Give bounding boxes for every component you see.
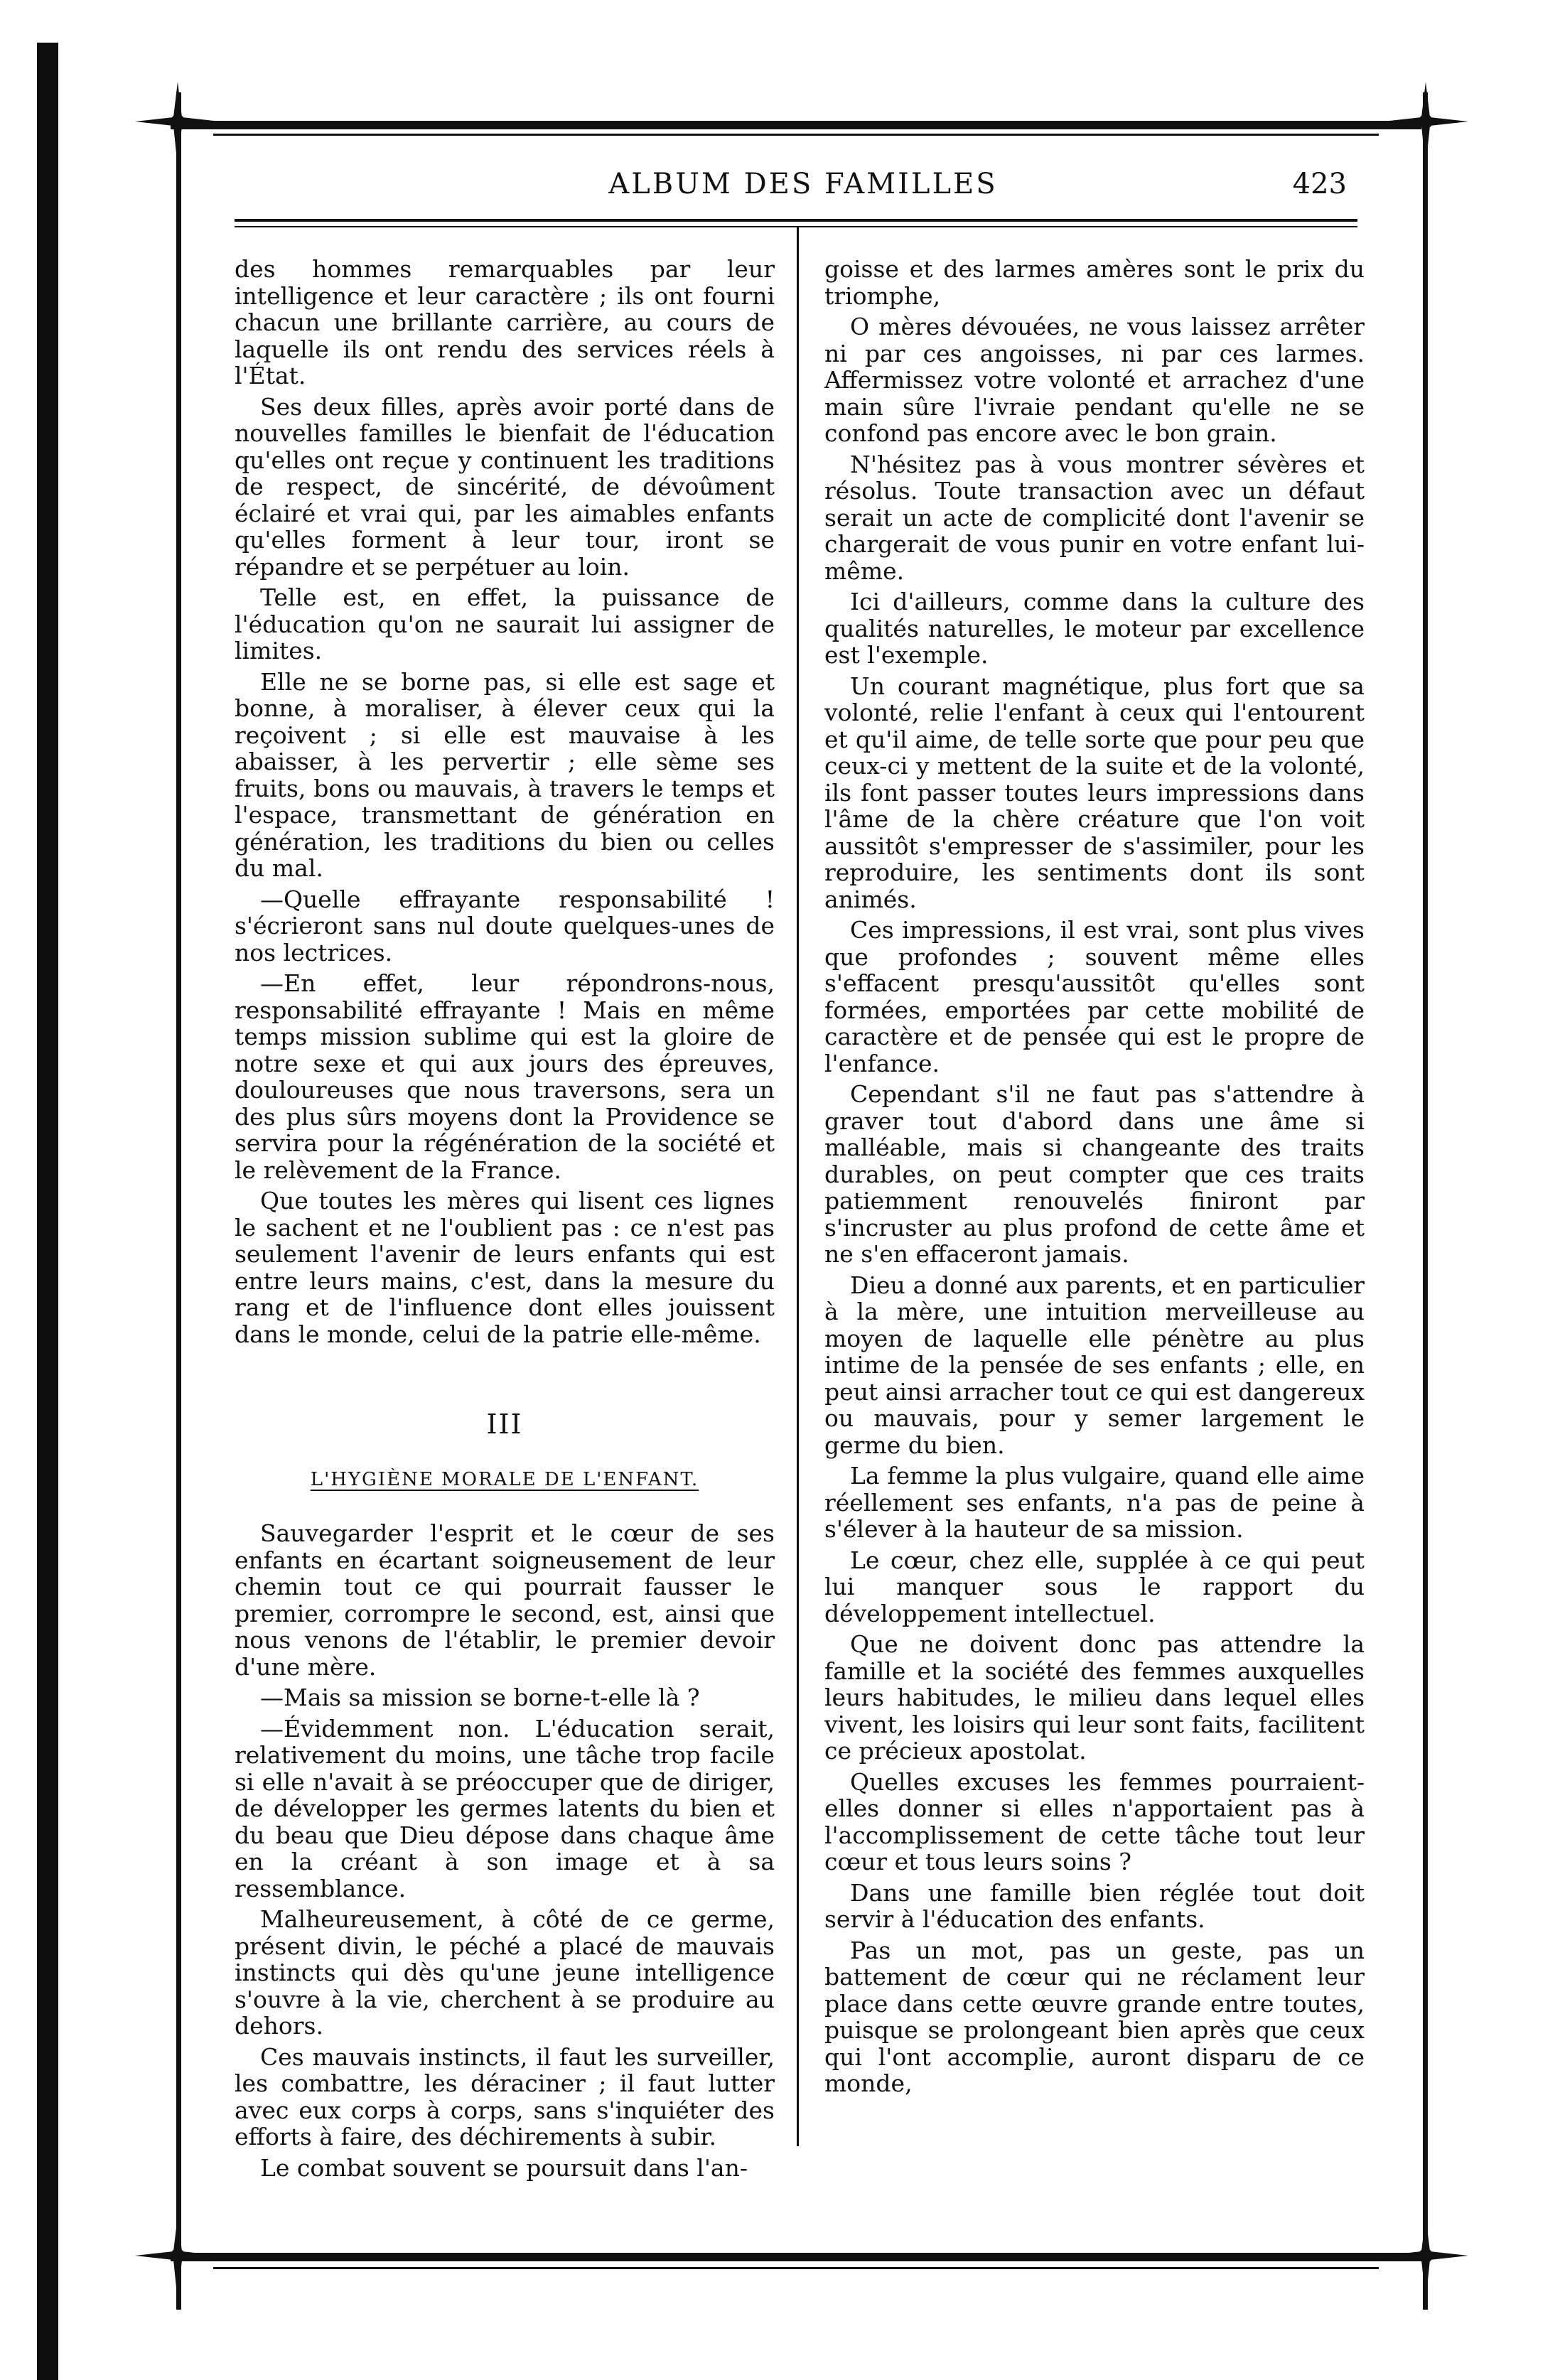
paragraph: Ces impressions, il est vrai, sont plus vives que profondes ; souvent même elles s'effacent presqu'aussitôt qu'elles sont formées, emportées par cette mobilité de caractère et de pensée qui est le propre de l'enfance. [824, 916, 1365, 1077]
paragraph: Que ne doivent donc pas attendre la famille et la société des femmes auxquelles leurs habitudes, le milieu dans lequel elles vivent, les loisirs qui leur sont faits, facilitent ce précieux apostolat. [824, 1630, 1365, 1765]
frame-bottom-rule [171, 2253, 1421, 2261]
paragraph: —Mais sa mission se borne-t-elle là ? [260, 1684, 700, 1711]
paragraph: Quelles excuses les femmes pourraient-elles donner si elles n'apportaient pas à l'accomplissement de cette tâche tout leur cœur et tous leurs soins ? [824, 1767, 1365, 1875]
header-rule [235, 219, 1357, 222]
section-number: III [486, 1409, 523, 1440]
running-head: ALBUM DES FAMILLES [608, 168, 998, 200]
paragraph: Malheureusement, à côté de ce germe, présent divin, le péché a placé de mauvais instincts qui dès qu'une jeune intelligence s'ouvre à la vie, cherchent à se produire au dehors. [235, 1905, 775, 2040]
corner-ornament-top-right [1383, 82, 1468, 167]
paragraph: Dans une famille bien réglée tout doit servir à l'éducation des enfants. [824, 1878, 1365, 1933]
paragraph: Ces mauvais instincts, il faut les surveiller, les combattre, les déraciner ; il faut lutter avec eux corps à corps, sans s'inquiéter des efforts à faire, des déchirements à subir. [235, 2042, 775, 2150]
frame-top-rule [171, 121, 1421, 129]
corner-ornament-bottom-left [135, 2216, 220, 2301]
paragraph: goisse et des larmes amères sont le prix du triomphe, [824, 255, 1365, 310]
paragraph: La femme la plus vulgaire, quand elle aime réellement ses enfants, n'a pas de peine à s'élever à la hauteur de sa mission. [824, 1462, 1365, 1543]
paragraph: Telle est, en effet, la puissance de l'éducation qu'on ne saurait lui assigner de limites. [235, 583, 775, 664]
page-number: 423 [1292, 168, 1347, 200]
paragraph: N'hésitez pas à vous montrer sévères et résolus. Toute transaction avec un défaut serait un acte de complicité dont l'avenir se chargerait de vous punir en votre enfant lui-même. [824, 450, 1365, 585]
paragraph: Le cœur, chez elle, supplée à ce qui peut lui manquer sous le rapport du développement intellectuel. [824, 1546, 1365, 1627]
paragraph: Elle ne se borne pas, si elle est sage et bonne, à moraliser, à élever ceux qui la reçoivent ; si elle est mauvaise à les abaisser, à les pervertir ; elle sème ses fruits, bons ou mauvais, à travers le temps et l'espace, transmettant de génération en génération, les traditions du bien ou celles du mal. [235, 667, 775, 882]
paragraph: Le combat souvent se poursuit dans l'an- [260, 2153, 748, 2182]
paragraph: —Évidemment non. L'éducation serait, relativement du moins, une tâche trop facile si elle n'avait à se préoccuper que de diriger, de développer les germes latents du bien et du beau que Dieu dépose dans chaque âme en la créant à son image et à sa ressemblance. [235, 1714, 775, 1902]
frame-right-rule [1423, 92, 1428, 2310]
right-column [824, 256, 1365, 2101]
header-rule-thin [235, 226, 1357, 227]
paragraph: —Quelle effrayante responsabilité ! s'écrieront sans nul doute quelques-unes de nos lectrices. [235, 885, 775, 966]
paragraph: Sauvegarder l'esprit et le cœur de ses enfants en écartant soigneusement de leur chemin tout ce qui pourrait fausser le premier, corrompre le second, est, ainsi que nous venons de l'établir, le premier devoir d'une mère. [235, 1519, 775, 1681]
paragraph: Cependant s'il ne faut pas s'attendre à graver tout d'abord dans une âme si malléable, mais si changeante des traits durables, on peut compter que ces traits patiemment renouvelés finiront par s'incruster au plus profond de cette âme et ne s'en effaceront jamais. [824, 1080, 1365, 1268]
paragraph: Ici d'ailleurs, comme dans la culture des qualités naturelles, le moteur par excellence est l'exemple. [824, 588, 1365, 669]
left-column [235, 256, 775, 2185]
page-binding-edge [37, 43, 58, 2380]
paragraph: Pas un mot, pas un geste, pas un battement de cœur qui ne réclament leur place dans cette œuvre grande entre toutes, puisque se prolongeant bien après que ceux qui l'ont accomplie, auront disparu de ce monde, [824, 1936, 1365, 2097]
column-divider [797, 227, 799, 2146]
paragraph: —En effet, leur répondrons-nous, responsabilité effrayante ! Mais en même temps mission sublime qui est la gloire de notre sexe et qui aux jours des épreuves, douloureuses que nous traversons, sera un des plus sûrs moyens dont la Providence se servira pour la régénération de la société et le relèvement de la France. [235, 969, 775, 1184]
section-title: L'HYGIÈNE MORALE DE L'ENFANT. [310, 1468, 699, 1490]
paragraph: des hommes remarquables par leur intelligence et leur caractère ; ils ont fourni chacun une brillante carrière, au cours de laquelle ils ont rendu des services réels à l'État. [235, 255, 775, 389]
paragraph: Que toutes les mères qui lisent ces lignes le sachent et ne l'oublient pas : ce n'est pas seulement l'avenir de leurs enfants qui est entre leurs mains, c'est, dans la mesure du rang et de l'influence dont elles jouissent dans le monde, celui de la patrie elle-même. [235, 1187, 775, 1348]
frame-left-rule [176, 92, 181, 2310]
paragraph: Dieu a donné aux parents, et en particulier à la mère, une intuition merveilleuse au moyen de laquelle elle pénètre au plus intime de la pensée de ses enfants ; elle, en peut ainsi arracher tout ce qui est dangereux ou mauvais, pour y semer largement le germe du bien. [824, 1271, 1365, 1459]
corner-ornament-bottom-right [1383, 2216, 1468, 2301]
paragraph: O mères dévouées, ne vous laissez arrêter ni par ces angoisses, ni par ces larmes. Affermissez votre volonté et arrachez d'une main sûre l'ivraie pendant qu'elle ne se confond pas encore avec le bon grain. [824, 313, 1365, 447]
corner-ornament-top-left [135, 82, 220, 167]
paragraph: Un courant magnétique, plus fort que sa volonté, relie l'enfant à ceux qui l'entourent et qu'il aime, de telle sorte que pour peu que ceux-ci y mettent de la suite et de la volonté, ils font passer toutes leurs impressions dans l'âme de la chère créature que l'on voit aussitôt s'empresser de s'assimiler, pour les reproduire, les sentiments dont ils sont animés. [824, 672, 1365, 913]
frame-top-thin-rule [213, 134, 1379, 136]
paragraph: Ses deux filles, après avoir porté dans de nouvelles familles le bienfait de l'éducation qu'elles ont reçue y continuent les traditions de respect, de sincérité, de dévoûment éclairé et vrai qui, par les aimables enfants qu'elles forment à leur tour, iront se répandre et se perpétuer au loin. [235, 392, 775, 581]
frame-bottom-thin-rule [213, 2267, 1379, 2269]
